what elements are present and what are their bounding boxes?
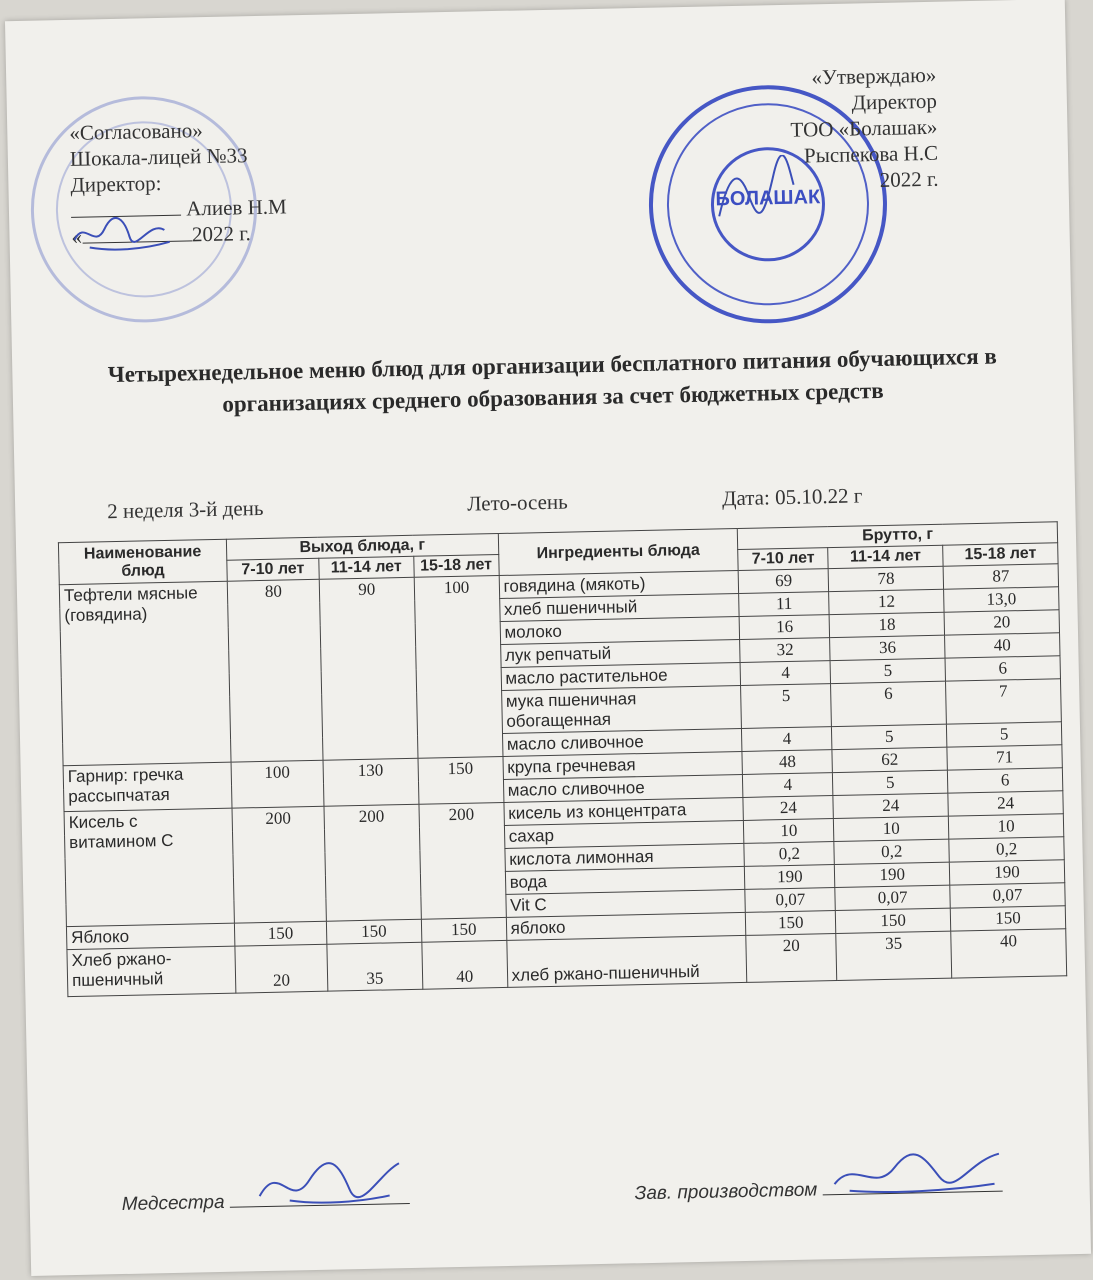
brutto-value-1: 10 bbox=[744, 819, 834, 844]
approval-left-line4: Алиев Н.М bbox=[185, 194, 287, 221]
brutto-value-1: 16 bbox=[739, 615, 829, 640]
ingredient-name: яблоко bbox=[506, 912, 746, 940]
brutto-value-3: 0,2 bbox=[949, 837, 1064, 862]
dish-name: Яблоко bbox=[66, 923, 234, 950]
brutto-value-2: 12 bbox=[829, 589, 944, 614]
approval-right-line3: ТОО «Болашак» bbox=[790, 114, 938, 142]
manager-signature bbox=[829, 1145, 1010, 1204]
document-page bbox=[5, 0, 1091, 1276]
brutto-value-3: 40 bbox=[951, 929, 1067, 978]
approval-left-date-prefix: « bbox=[71, 224, 83, 249]
ingredient-name: масло сливочное bbox=[502, 728, 742, 756]
brutto-value-2: 5 bbox=[833, 770, 948, 795]
ingredient-name: хлеб ржано-пшеничный bbox=[506, 935, 747, 987]
approval-left-line3: Директор: bbox=[70, 170, 162, 197]
right-director-signature bbox=[708, 155, 799, 227]
approval-right-line5: 2022 г. bbox=[879, 166, 939, 192]
nurse-signature bbox=[249, 1153, 410, 1216]
approval-right-line1: «Утверждаю» bbox=[811, 62, 937, 90]
ingredient-name: сахар bbox=[504, 820, 744, 848]
header-yield-age-2: 11-14 лет bbox=[319, 556, 414, 579]
brutto-value-1: 5 bbox=[741, 684, 832, 729]
brutto-value-2: 6 bbox=[831, 681, 947, 726]
subtitle-row bbox=[107, 480, 1007, 524]
dish-yield-1: 20 bbox=[235, 944, 328, 993]
dish-name: Гарнир: гречка рассыпчатая bbox=[63, 762, 232, 812]
brutto-value-3: 6 bbox=[947, 768, 1062, 793]
brutto-value-3: 6 bbox=[945, 656, 1060, 681]
brutto-value-2: 10 bbox=[834, 816, 949, 841]
brutto-value-3: 40 bbox=[945, 633, 1060, 658]
brutto-value-1: 32 bbox=[740, 638, 830, 663]
header-yield-age-1: 7-10 лет bbox=[227, 558, 319, 581]
brutto-value-1: 48 bbox=[742, 750, 832, 775]
menu-table bbox=[58, 521, 1067, 997]
brutto-value-3: 24 bbox=[948, 791, 1063, 816]
header-yield: Выход блюда, г bbox=[226, 534, 498, 561]
brutto-value-2: 78 bbox=[828, 566, 943, 591]
brutto-value-2: 5 bbox=[832, 724, 947, 749]
dish-yield-2: 90 bbox=[319, 577, 418, 760]
brutto-value-3: 87 bbox=[943, 564, 1058, 589]
brutto-value-2: 35 bbox=[836, 931, 952, 980]
page-title: Четырехнедельное меню блюд для организации бесплатного питания обучающихся в организациях среднего образования за счет бюджетных средств bbox=[107, 343, 998, 417]
dish-yield-3: 200 bbox=[419, 802, 506, 919]
dish-yield-2: 35 bbox=[327, 942, 423, 991]
header-brutto-age-2: 11-14 лет bbox=[828, 545, 943, 568]
stamp-center-text: БОЛАШАК bbox=[715, 186, 821, 211]
brutto-value-1: 11 bbox=[739, 592, 829, 617]
brutto-value-3: 7 bbox=[946, 679, 1062, 724]
approval-right-block bbox=[789, 62, 939, 195]
header-dish-name: Наименование блюд bbox=[58, 539, 227, 585]
brutto-value-2: 0,07 bbox=[835, 885, 950, 910]
dish-yield-3: 100 bbox=[414, 576, 503, 759]
header-yield-age-3: 15-18 лет bbox=[413, 555, 498, 578]
ingredient-name: хлеб пшеничный bbox=[499, 593, 739, 621]
brutto-value-2: 62 bbox=[832, 747, 947, 772]
approval-left-line1: «Согласовано» bbox=[69, 118, 203, 145]
ingredient-name: крупа гречневая bbox=[503, 751, 743, 779]
brutto-value-2: 5 bbox=[830, 658, 945, 683]
brutto-value-1: 0,07 bbox=[745, 888, 835, 913]
manager-label: Зав. производством bbox=[634, 1179, 818, 1205]
brutto-value-1: 4 bbox=[743, 773, 833, 798]
brutto-value-1: 0,2 bbox=[744, 842, 834, 867]
dish-yield-1: 200 bbox=[232, 806, 326, 923]
dish-yield-3: 150 bbox=[418, 756, 504, 804]
brutto-value-2: 18 bbox=[829, 612, 944, 637]
ingredient-name: кисель из концентрата bbox=[504, 797, 744, 825]
header-ingredients: Ингредиенты блюда bbox=[498, 529, 739, 576]
ingredient-name: Vit C bbox=[505, 889, 745, 917]
approval-left-line2: Шокала-лицей №33 bbox=[69, 143, 248, 171]
ingredient-name: масло сливочное bbox=[503, 774, 743, 802]
season: Лето-осень bbox=[466, 489, 568, 516]
brutto-value-3: 5 bbox=[946, 722, 1061, 747]
dish-name: Кисель с витамином С bbox=[64, 808, 234, 926]
dish-yield-2: 150 bbox=[326, 919, 421, 944]
date: Дата: 05.10.22 г bbox=[721, 483, 863, 511]
dish-name: Тефтели мясные (говядина) bbox=[59, 581, 231, 765]
brutto-value-3: 20 bbox=[944, 610, 1059, 635]
brutto-value-3: 150 bbox=[950, 906, 1065, 931]
ingredient-name: вода bbox=[505, 866, 745, 894]
ingredient-name: кислота лимонная bbox=[505, 843, 745, 871]
ingredient-name: масло растительное bbox=[501, 662, 741, 690]
dish-yield-3: 40 bbox=[422, 940, 508, 989]
approval-right-line4: Рыспекова Н.С bbox=[803, 140, 939, 168]
brutto-value-2: 0,2 bbox=[834, 839, 949, 864]
dish-yield-2: 130 bbox=[323, 758, 419, 806]
left-director-signature bbox=[69, 208, 180, 260]
nurse-label: Медсестра bbox=[121, 1191, 225, 1216]
header-brutto-age-1: 7-10 лет bbox=[738, 548, 828, 571]
header-brutto: Брутто, г bbox=[738, 522, 1058, 550]
brutto-value-1: 69 bbox=[738, 569, 828, 594]
menu-table-body bbox=[59, 564, 1066, 997]
dish-yield-3: 150 bbox=[421, 917, 506, 942]
brutto-value-1: 24 bbox=[743, 796, 833, 821]
brutto-value-1: 190 bbox=[745, 865, 835, 890]
brutto-value-1: 4 bbox=[740, 661, 830, 686]
brutto-value-3: 71 bbox=[947, 745, 1062, 770]
brutto-value-1: 4 bbox=[742, 727, 832, 752]
brutto-value-3: 10 bbox=[948, 814, 1063, 839]
brutto-value-2: 24 bbox=[833, 793, 948, 818]
brutto-value-3: 190 bbox=[949, 860, 1064, 885]
dish-yield-1: 150 bbox=[234, 921, 326, 946]
ingredient-name: говядина (мякоть) bbox=[499, 570, 739, 598]
dish-yield-2: 200 bbox=[324, 804, 421, 921]
header-brutto-age-3: 15-18 лет bbox=[943, 543, 1058, 566]
dish-name: Хлеб ржано-пшеничный bbox=[67, 946, 236, 997]
brutto-value-3: 13,0 bbox=[944, 587, 1059, 612]
brutto-value-1: 20 bbox=[746, 934, 837, 983]
approval-right-line2: Директор bbox=[851, 88, 938, 115]
brutto-value-3: 0,07 bbox=[950, 883, 1065, 908]
brutto-value-2: 150 bbox=[836, 908, 951, 933]
brutto-value-2: 190 bbox=[835, 862, 950, 887]
dish-yield-1: 100 bbox=[231, 760, 324, 808]
dish-yield-1: 80 bbox=[227, 579, 323, 762]
brutto-value-2: 36 bbox=[830, 635, 945, 660]
ingredient-name: мука пшеничная обогащенная bbox=[501, 685, 742, 733]
brutto-value-1: 150 bbox=[746, 911, 836, 936]
week-day: 2 неделя 3-й день bbox=[107, 495, 264, 524]
ingredient-name: молоко bbox=[500, 616, 740, 644]
approval-left-date-suffix: 2022 г. bbox=[191, 221, 251, 247]
ingredient-name: лук репчатый bbox=[500, 639, 740, 667]
